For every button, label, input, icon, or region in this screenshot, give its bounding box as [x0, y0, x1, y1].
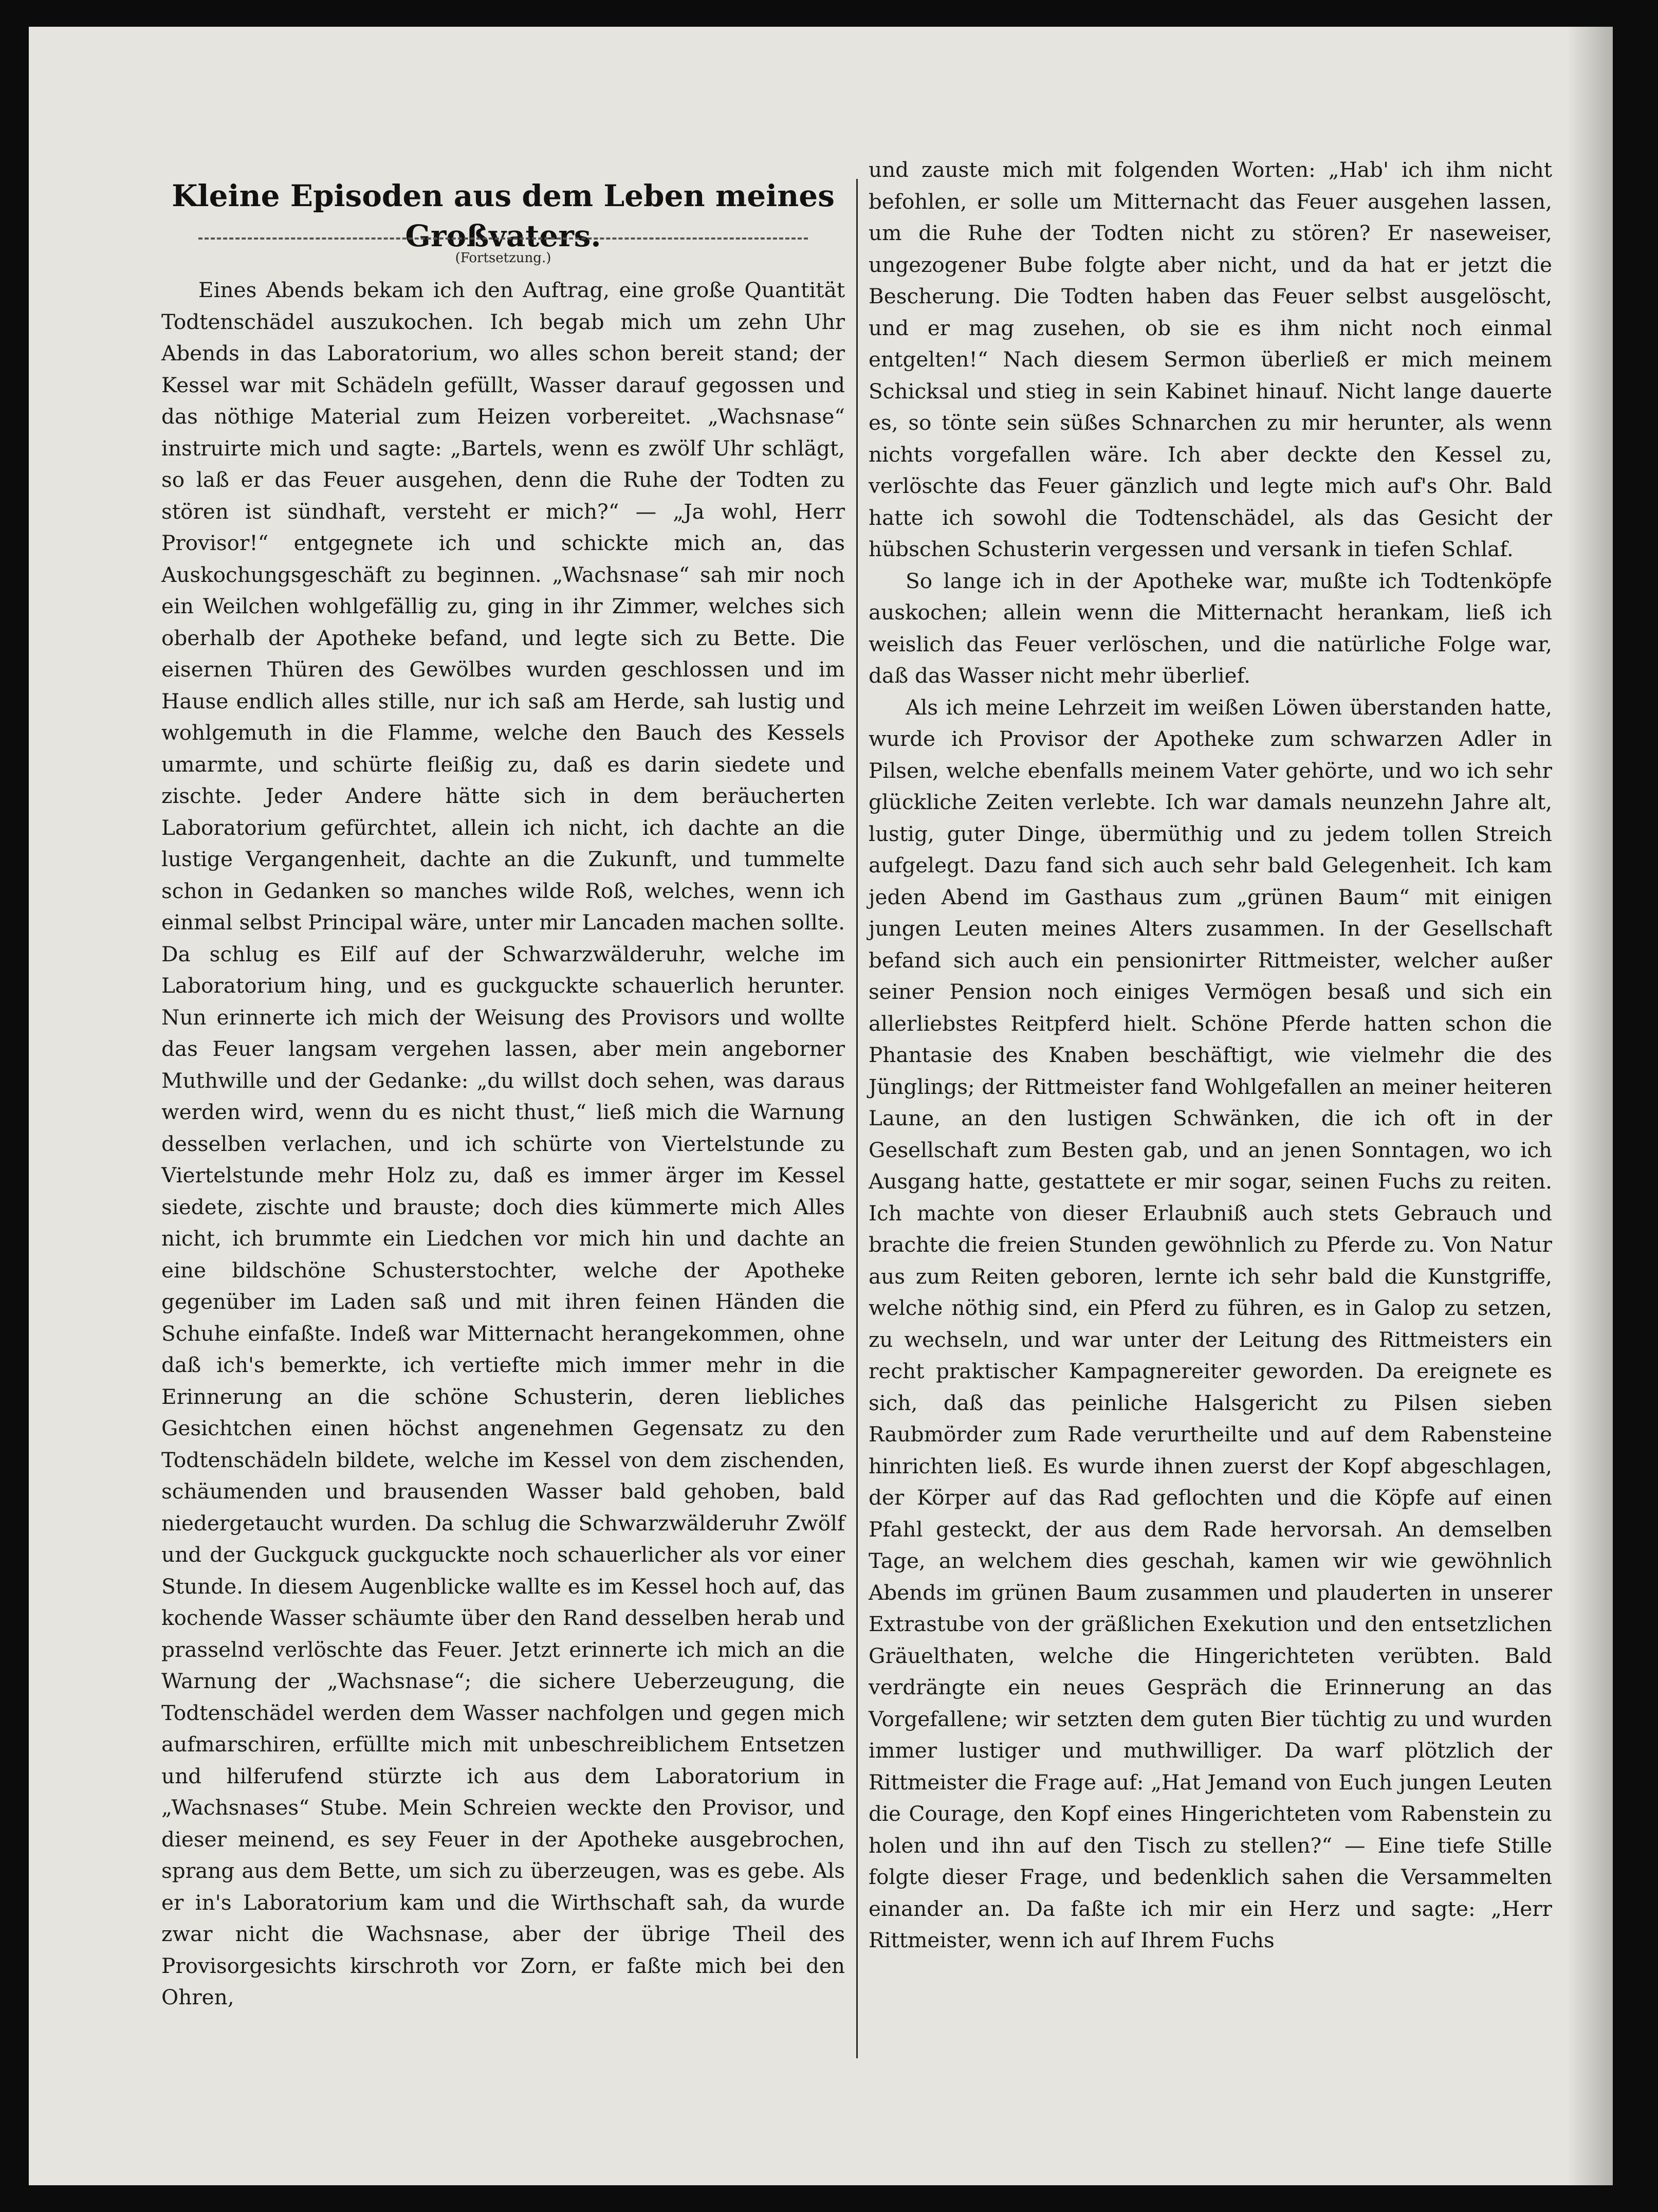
right-column: [869, 154, 1552, 1957]
paragraph: Eines Abends bekam ich den Auftrag, eine große Quantität Todtenschädel auszukochen. Ich begab mich um zehn Uhr Abends in das Laboratorium, wo alles schon bereit stand; der Kessel war mit Schädeln gefüllt, Wasser darauf gegossen und das nöthige Material zum Heizen vorbereitet. „Wachsnase“ instruirte mich und sagte: „Bartels, wenn es zwölf Uhr schlägt, so laß er das Feuer ausgehen, denn die Ruhe der Todten zu stören ist sündhaft, versteht er mich?“ — „Ja wohl, Herr Provisor!“ entgegnete ich und schickte mich an, das Auskochungsgeschäft zu beginnen. „Wachsnase“ sah mir noch ein Weilchen wohlgefällig zu, ging in ihr Zimmer, welches sich oberhalb der Apotheke befand, und legte sich zu Bette. Die eisernen Thüren des Gewölbes wurden geschlossen und im Hause endlich alles stille, nur ich saß am Herde, sah lustig und wohlgemuth in die Flamme, welche den Bauch des Kessels umarmte, und schürte fleißig zu, daß es darin siedete und zischte. Jeder Andere hätte sich in dem beräucherten Laboratorium gefürchtet, allein ich nicht, ich dachte an die lustige Vergangenheit, dachte an die Zukunft, und tummelte schon in Gedanken so manches wilde Roß, welches, wenn ich einmal selbst Principal wäre, unter mir Lancaden machen sollte. Da schlug es Eilf auf der Schwarzwälderuhr, welche im Laboratorium hing, und es guckguckte schauerlich herunter. Nun erinnerte ich mich der Weisung des Provisors und wollte das Feuer langsam vergehen lassen, aber mein angeborner Muthwille und der Gedanke: „du willst doch sehen, was daraus werden wird, wenn du es nicht thust,“ ließ mich die Warnung desselben verlachen, und ich schürte von Viertelstunde zu Viertelstunde mehr Holz zu, daß es immer ärger im Kessel siedete, zischte und brauste; doch dies kümmerte mich Alles nicht, ich brummte ein Liedchen vor mich hin und dachte an eine bildschöne Schusterstochter, welche der Apotheke gegenüber im Laden saß und mit ihren feinen Händen die Schuhe einfaßte. Indeß war Mitternacht herangekommen, ohne daß ich's bemerkte, ich vertiefte mich immer mehr in die Erinnerung an die schöne Schusterin, deren liebliches Gesichtchen einen höchst angenehmen Gegensatz zu den Todtenschädeln bildete, welche im Kessel von dem zischenden, schäumenden und brausenden Wasser bald gehoben, bald niedergetaucht wurden. Da schlug die Schwarzwälderuhr Zwölf und der Guckguck guckguckte noch schauerlicher als vor einer Stunde. In diesem Augenblicke wallte es im Kessel hoch auf, das kochende Wasser schäumte über den Rand desselben herab und prasselnd verlöschte das Feuer. Jetzt erinnerte ich mich an die Warnung der „Wachsnase“; die sichere Ueberzeugung, die Todtenschädel werden dem Wasser nachfolgen und gegen mich aufmarschiren, erfüllte mich mit unbeschreiblichem Entsetzen und hilferufend stürzte ich aus dem Laboratorium in „Wachsnases“ Stube. Mein Schreien weckte den Provisor, und dieser meinend, es sey Feuer in der Apotheke ausgebrochen, sprang aus dem Bette, um sich zu überzeugen, was es gebe. Als er in's Laboratorium kam und die Wirthschaft sah, da wurde zwar nicht die Wachsnase, aber der übrige Theil des Provisorgesichts kirschroth vor Zorn, er faßte mich bei den Ohren,: [161, 278, 845, 2009]
paragraph: So lange ich in der Apotheke war, mußte ich Todtenköpfe auskochen; allein wenn die Mitternacht herankam, ließ ich weislich das Feuer verlöschen, und die natürliche Folge war, daß das Wasser nicht mehr überlief.: [869, 568, 1552, 688]
article-title: Kleine Episoden aus dem Leben meines Großvaters.: [172, 178, 835, 253]
page-edge-shadow: [1567, 27, 1613, 2185]
article-subtitle: (Fortsetzung.): [455, 250, 551, 266]
title-underline: [198, 237, 808, 240]
paragraph: und zauste mich mit folgenden Worten: „Hab' ich ihm nicht befohlen, er solle um Mitternacht das Feuer ausgehen lassen, um die Ruhe der Todten nicht zu stören? Er naseweiser, ungezogener Bube folgte aber nicht, und da hat er jetzt die Bescherung. Die Todten haben das Feuer selbst ausgelöscht, und er mag zusehen, ob sie es ihm nicht noch einmal entgelten!“ Nach diesem Sermon überließ er mich meinem Schicksal und stieg in sein Kabinet hinauf. Nicht lange dauerte es, so tönte sein süßes Schnarchen zu mir herunter, als wenn nichts vorgefallen wäre. Ich aber deckte den Kessel zu, verlöschte das Feuer gänzlich und legte mich auf's Ohr. Bald hatte ich sowohl die Todtenschädel, als das Gesicht der hübschen Schusterin vergessen und versank in tiefen Schlaf.: [869, 157, 1552, 561]
left-column: [161, 275, 845, 2014]
paragraph: Als ich meine Lehrzeit im weißen Löwen überstanden hatte, wurde ich Provisor der Apotheke zum schwarzen Adler in Pilsen, welche ebenfalls meinem Vater gehörte, und wo ich sehr glückliche Zeiten verlebte. Ich war damals neunzehn Jahre alt, lustig, guter Dinge, übermüthig und zu jedem tollen Streich aufgelegt. Dazu fand sich auch sehr bald Gelegenheit. Ich kam jeden Abend im Gasthaus zum „grünen Baum“ mit einigen jungen Leuten meines Alters zusammen. In der Gesellschaft befand sich auch ein pensionirter Rittmeister, welcher außer seiner Pension noch einiges Vermögen besaß und sich ein allerliebstes Reitpferd hielt. Schöne Pferde hatten schon die Phantasie des Knaben beschäftigt, wie vielmehr die des Jünglings; der Rittmeister fand Wohlgefallen an meiner heiteren Laune, an den lustigen Schwänken, die ich oft in der Gesellschaft zum Besten gab, und an jenen Sonntagen, wo ich Ausgang hatte, gestattete er mir sogar, seinen Fuchs zu reiten. Ich machte von dieser Erlaubniß auch stets Gebrauch und brachte die freien Stunden gewöhnlich zu Pferde zu. Von Natur aus zum Reiten geboren, lernte ich sehr bald die Kunstgriffe, welche nöthig sind, ein Pferd zu führen, es in Galop zu setzen, zu wechseln, und war unter der Leitung des Rittmeisters ein recht praktischer Kampagnereiter geworden. Da ereignete es sich, daß das peinliche Halsgericht zu Pilsen sieben Raubmörder zum Rade verurtheilte und auf dem Rabensteine hinrichten ließ. Es wurde ihnen zuerst der Kopf abgeschlagen, der Körper auf das Rad geflochten und die Köpfe auf einen Pfahl gesteckt, der aus dem Rade hervorsah. An demselben Tage, an welchem dies geschah, kamen wir wie gewöhnlich Abends im grünen Baum zusammen und plauderten in unserer Extrastube von der gräßlichen Exekution und den entsetzlichen Gräuelthaten, welche die Hingerichteten verübten. Bald verdrängte ein neues Gespräch die Erinnerung an das Vorgefallene; wir setzten dem guten Bier tüchtig zu und wurden immer lustiger und muthwilliger. Da warf plötzlich der Rittmeister die Frage auf: „Hat Jemand von Euch jungen Leuten die Courage, den Kopf eines Hingerichteten vom Rabenstein zu holen und ihn auf den Tisch zu stellen?“ — Eine tiefe Stille folgte dieser Frage, und bedenklich sahen die Versammelten einander an. Da faßte ich mir ein Herz und sagte: „Herr Rittmeister, wenn ich auf Ihrem Fuchs: [869, 694, 1552, 1952]
newspaper-page: [29, 27, 1613, 2185]
column-divider: [856, 179, 858, 2058]
